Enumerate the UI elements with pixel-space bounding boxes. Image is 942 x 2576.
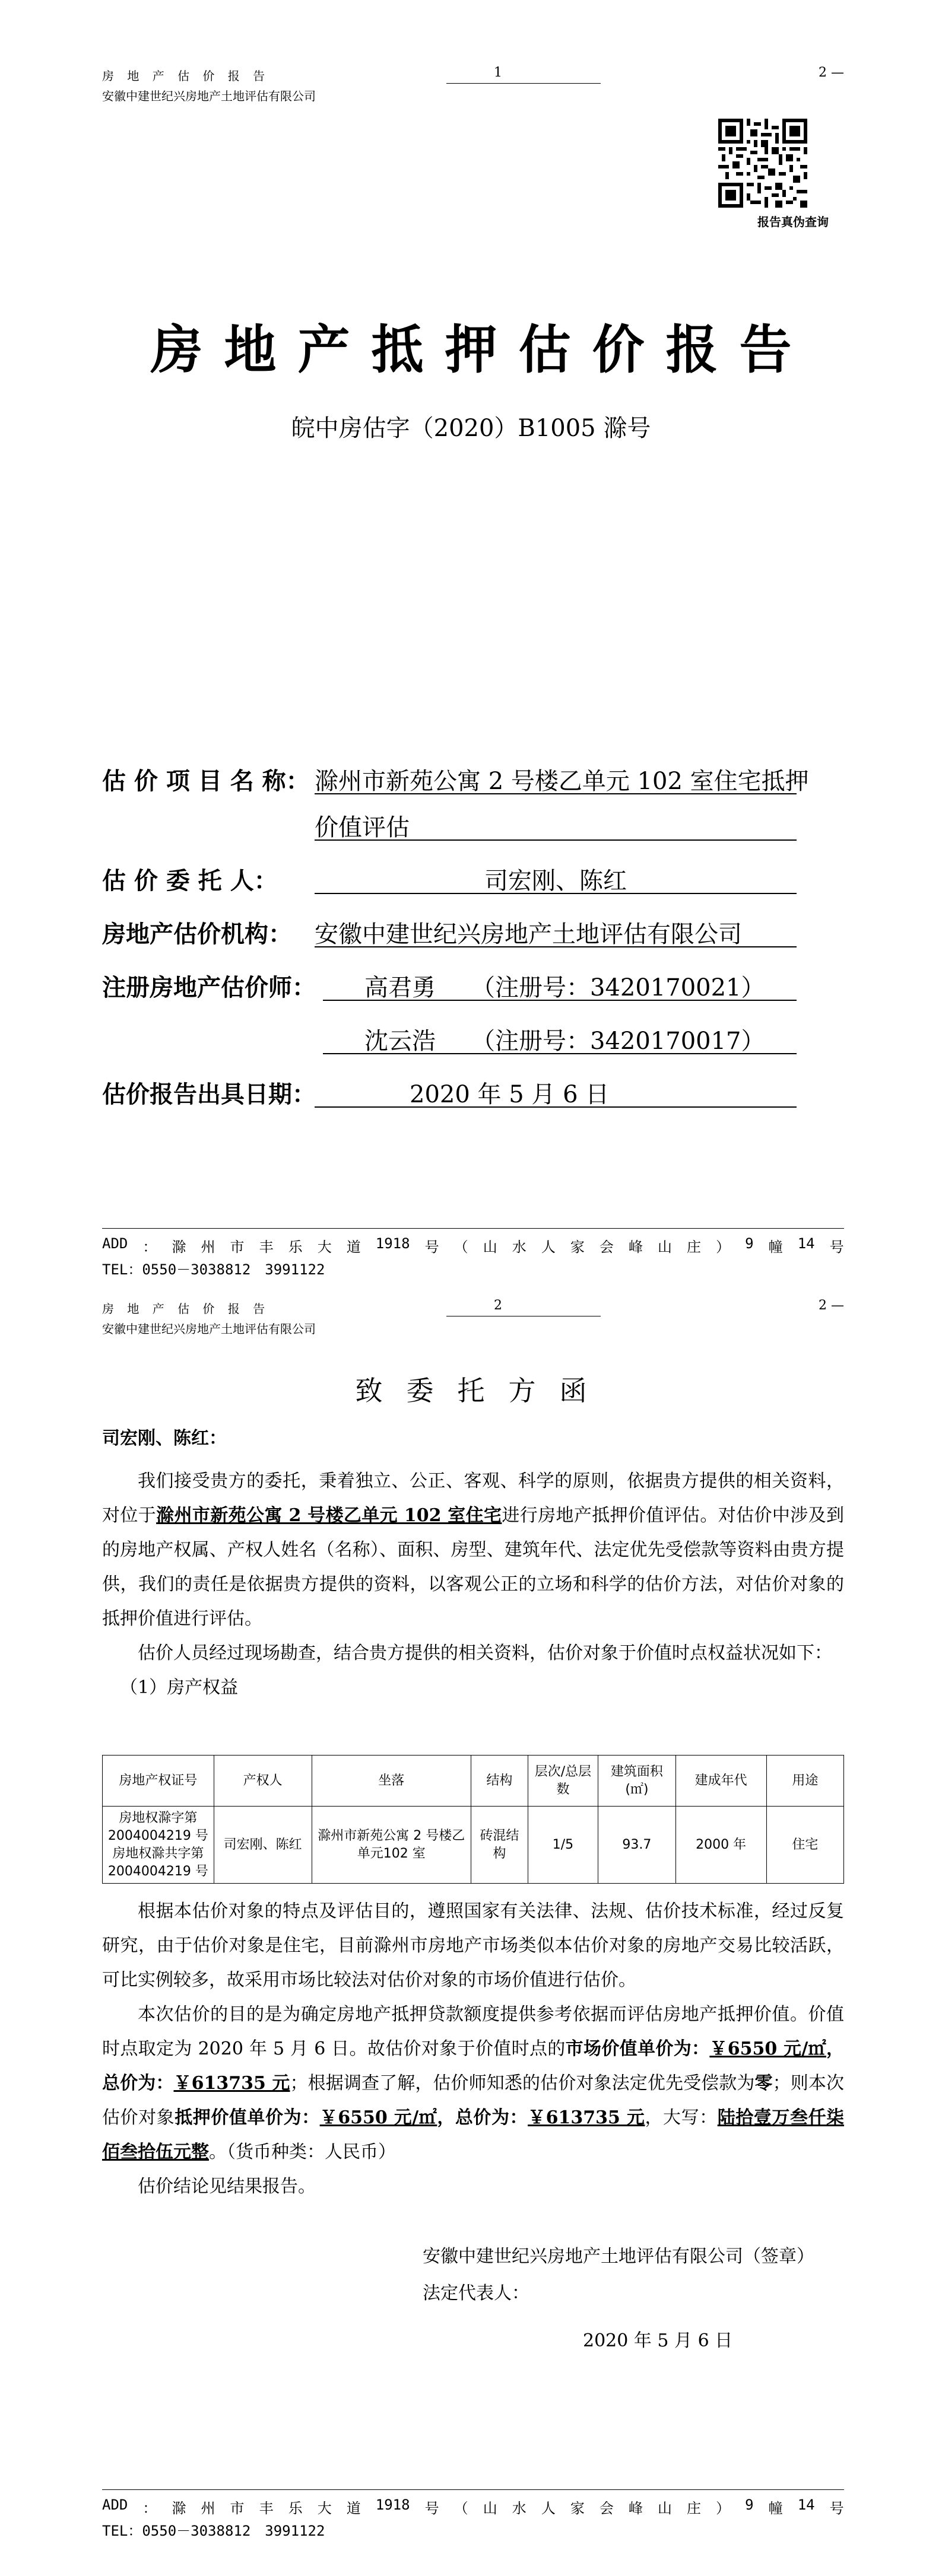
footer-address-part: 号: [424, 1239, 439, 1255]
header-page-number: 2: [494, 1298, 502, 1313]
footer-address-part: 号: [829, 1239, 844, 1255]
table-header-cell: 建筑面积(㎡): [598, 1756, 675, 1807]
market-unit-price: ￥6550 元/㎡: [709, 2038, 826, 2059]
header-total: 2 —: [819, 65, 844, 80]
footer-address-part: 1918: [375, 1235, 410, 1252]
project-name-label: 估 价 项 目 名 称：: [102, 767, 310, 795]
client-label: 估 价 委 托 人：: [102, 867, 278, 895]
appraiser-label: 注册房地产估价师：: [102, 974, 316, 1001]
footer-address-part: 幢: [768, 2500, 783, 2517]
header-total: 2 —: [819, 1298, 844, 1313]
footer-address-part: 山: [658, 1239, 672, 1255]
footer-address-part: 道: [346, 2500, 361, 2517]
issue-date-label: 估价报告出具日期：: [102, 1080, 316, 1108]
footer-address-part: 峰: [628, 1239, 643, 1255]
footer-address-part: 9: [745, 2497, 754, 2513]
footer-address-part: （: [453, 2500, 468, 2517]
footer-address-part: 丰: [259, 1239, 274, 1255]
footer-address-part: 山: [483, 1239, 497, 1255]
table-cell: 砖混结构: [471, 1807, 528, 1884]
footer-address-part: 乐: [288, 2500, 303, 2517]
footer-address-part: 人: [541, 1239, 556, 1255]
report-main-title: 房地产抵押估价报告: [150, 319, 813, 380]
footer-address-part: 9: [745, 1235, 754, 1252]
signature-block: [423, 2238, 850, 2359]
letter-paragraph-5: 估价结论见结果报告。: [138, 2176, 316, 2197]
table-header-cell: 房地产权证号: [103, 1756, 214, 1807]
footer-phone: TEL：0550－3038812 3991122: [102, 2523, 325, 2539]
table-row: [103, 1807, 844, 1884]
footer-address-part: 号: [424, 2500, 439, 2517]
footer-address-part: 人: [541, 2500, 556, 2517]
footer-address-part: ADD: [102, 2497, 128, 2513]
footer-address-part: 1918: [375, 2497, 410, 2513]
mortgage-total-price: ￥613735 元: [528, 2107, 645, 2128]
footer-address-part: 道: [346, 1239, 361, 1255]
project-name-line2: 价值评估: [315, 809, 797, 841]
table-header-row: [103, 1756, 844, 1807]
sign-legal-rep: 法定代表人：: [423, 2283, 529, 2304]
table-header-cell: 用途: [766, 1756, 843, 1807]
page-letter: [0, 1292, 942, 2576]
footer-address-part: 会: [599, 2500, 614, 2517]
appraiser-1: 高君勇 （注册号：3420170021）: [323, 969, 797, 1001]
footer-address-part: 会: [599, 1239, 614, 1255]
table-cell: 93.7: [598, 1807, 675, 1884]
footer-address-part: 大: [317, 2500, 332, 2517]
footer-address-part: 州: [201, 2500, 215, 2517]
section-label-property-rights: （1）房产权益: [120, 1677, 239, 1698]
mortgage-total-in-words: 陆拾壹万叁仟柒佰叁拾伍元整: [102, 2107, 845, 2162]
footer-address-part: 州: [201, 1239, 215, 1255]
footer-address-part: 号: [829, 2500, 844, 2517]
footer-address-part: ）: [716, 1239, 731, 1255]
footer-address-part: 庄: [687, 2500, 702, 2517]
footer-phone: TEL：0550－3038812 3991122: [102, 1261, 325, 1278]
footer-address-part: 大: [317, 1239, 332, 1255]
footer-address-part: 庄: [687, 1239, 702, 1255]
table-cell: 住宅: [766, 1807, 843, 1884]
report-number: 皖中房估字（2020）B1005 滁号: [291, 415, 651, 442]
table-header-cell: 产权人: [214, 1756, 312, 1807]
table-cell: 1/5: [528, 1807, 598, 1884]
footer-address-part: 水: [512, 1239, 526, 1255]
footer-address-part: 峰: [628, 2500, 643, 2517]
letter-body-continued: [102, 1894, 844, 2204]
footer-address: [102, 1235, 844, 1256]
footer-address-part: 14: [797, 2497, 815, 2513]
footer-address-part: 市: [230, 1239, 245, 1255]
page-header: [102, 1295, 844, 1336]
footer-address-part: 滁: [172, 1239, 186, 1255]
table-cell: 滁州市新苑公寓 2 号楼乙单元102 室: [312, 1807, 471, 1884]
table-header-cell: 层次/总层数: [528, 1756, 598, 1807]
header-title: 房 地 产 估 价 报 告: [102, 1302, 270, 1316]
table-cell: 2000 年: [675, 1807, 766, 1884]
footer-address-part: 乐: [288, 1239, 303, 1255]
header-company: 安徽中建世纪兴房地产土地评估有限公司: [102, 1322, 316, 1336]
footer-address-part: 丰: [259, 2500, 274, 2517]
table-cell: 房地权滁字第 2004004219 号 房地权滁共字第 2004004219 号: [103, 1807, 214, 1884]
footer-address-part: （: [453, 1239, 468, 1255]
property-address: 滁州市新苑公寓 2 号楼乙单元 102 室住宅: [156, 1505, 502, 1526]
table-header-cell: 结构: [471, 1756, 528, 1807]
header-title: 房 地 产 估 价 报 告: [102, 69, 270, 83]
table-header-cell: 建成年代: [675, 1756, 766, 1807]
agency-label: 房地产估价机构：: [102, 920, 292, 948]
footer-address-part: 14: [797, 1235, 815, 1252]
footer-address: [102, 2497, 844, 2517]
footer-address-part: ：: [142, 1239, 157, 1255]
letter-body: [102, 1421, 844, 1705]
footer-address-part: 滁: [172, 2500, 186, 2517]
priority-payment: 零: [754, 2073, 773, 2094]
footer-address-part: ：: [142, 2500, 157, 2517]
letter-paragraph-3: 根据本估价对象的特点及评估目的，遵照国家有关法律、法规、估价技术标准，经过反复研究，由于估价对象是住宅，目前滁州市房地产市场类似本估价对象的房地产交易比较活跃，可比实例较多，故采用市场比较法对估价对象的市场价值进行估价。: [102, 1901, 844, 1990]
letter-paragraph-4: 本次估价的目的是为确定房地产抵押贷款额度提供参考依据而评估房地产抵押价值。价值时点取定为 2020 年 5 月 6 日。故估价对象于价值时点的市场价值单价为：￥6550 元/㎡，总价为：￥613735 元；根据调查了解，估价师知悉的估价对象法定优先受偿款为零；则本次估价对象抵押价值单价为：￥6550 元/㎡，总价为：￥613735 元，大写：陆拾壹万叁仟柒佰叁拾伍元整。（货币种类：人民币）: [102, 2004, 845, 2162]
footer-address-part: 山: [483, 2500, 497, 2517]
issue-date-value: 2020 年 5 月 6 日: [315, 1076, 797, 1108]
page-header: [102, 62, 844, 103]
sign-company: 安徽中建世纪兴房地产土地评估有限公司（签章）: [423, 2246, 814, 2267]
footer-address-part: 家: [570, 1239, 585, 1255]
project-name-line1: 滁州市新苑公寓 2 号楼乙单元 102 室住宅抵押: [315, 762, 797, 794]
agency-value: 安徽中建世纪兴房地产土地评估有限公司: [315, 915, 797, 947]
mortgage-unit-price: ￥6550 元/㎡: [319, 2107, 437, 2128]
header-page-number: 1: [494, 65, 502, 80]
client-value: 司宏刚、陈红: [315, 862, 797, 894]
sign-date: 2020 年 5 月 6 日: [583, 2330, 733, 2351]
market-total-price: ￥613735 元: [173, 2073, 290, 2094]
qr-code-label: 报告真伪查询: [757, 215, 829, 229]
footer-address-part: 市: [230, 2500, 245, 2517]
footer-address-part: 幢: [768, 1239, 783, 1255]
letter-title: 致委托方函: [355, 1375, 611, 1407]
letter-salutation: 司宏刚、陈红：: [102, 1428, 227, 1449]
table-cell: 司宏刚、陈红: [214, 1807, 312, 1884]
property-rights-table: [102, 1755, 844, 1884]
footer-address-part: 山: [658, 2500, 672, 2517]
footer-address-part: 家: [570, 2500, 585, 2517]
footer-address-part: 水: [512, 2500, 526, 2517]
footer-address-part: ）: [716, 2500, 731, 2517]
footer-address-part: ADD: [102, 1235, 128, 1252]
letter-paragraph-2: 估价人员经过现场勘查，结合贵方提供的相关资料，估价对象于价值时点权益状况如下：: [138, 1643, 832, 1664]
qr-code-icon[interactable]: [718, 119, 807, 208]
table-header-cell: 坐落: [312, 1756, 471, 1807]
header-rule: [446, 83, 601, 84]
appraiser-2: 沈云浩 （注册号：3420170017）: [323, 1022, 797, 1054]
letter-paragraph-1: 我们接受贵方的委托，秉着独立、公正、客观、科学的原则，依据贵方提供的相关资料，对位于滁州市新苑公寓 2 号楼乙单元 102 室住宅进行房地产抵押价值评估。对估价中涉及到的房地产权属、产权人姓名（名称）、面积、房型、建筑年代、法定优先受偿款等资料由贵方提供，我们的责任是依据贵方提供的资料，以客观公正的立场和科学的估价方法，对估价对象的抵押价值进行评估。: [102, 1471, 844, 1629]
header-company: 安徽中建世纪兴房地产土地评估有限公司: [102, 89, 316, 103]
